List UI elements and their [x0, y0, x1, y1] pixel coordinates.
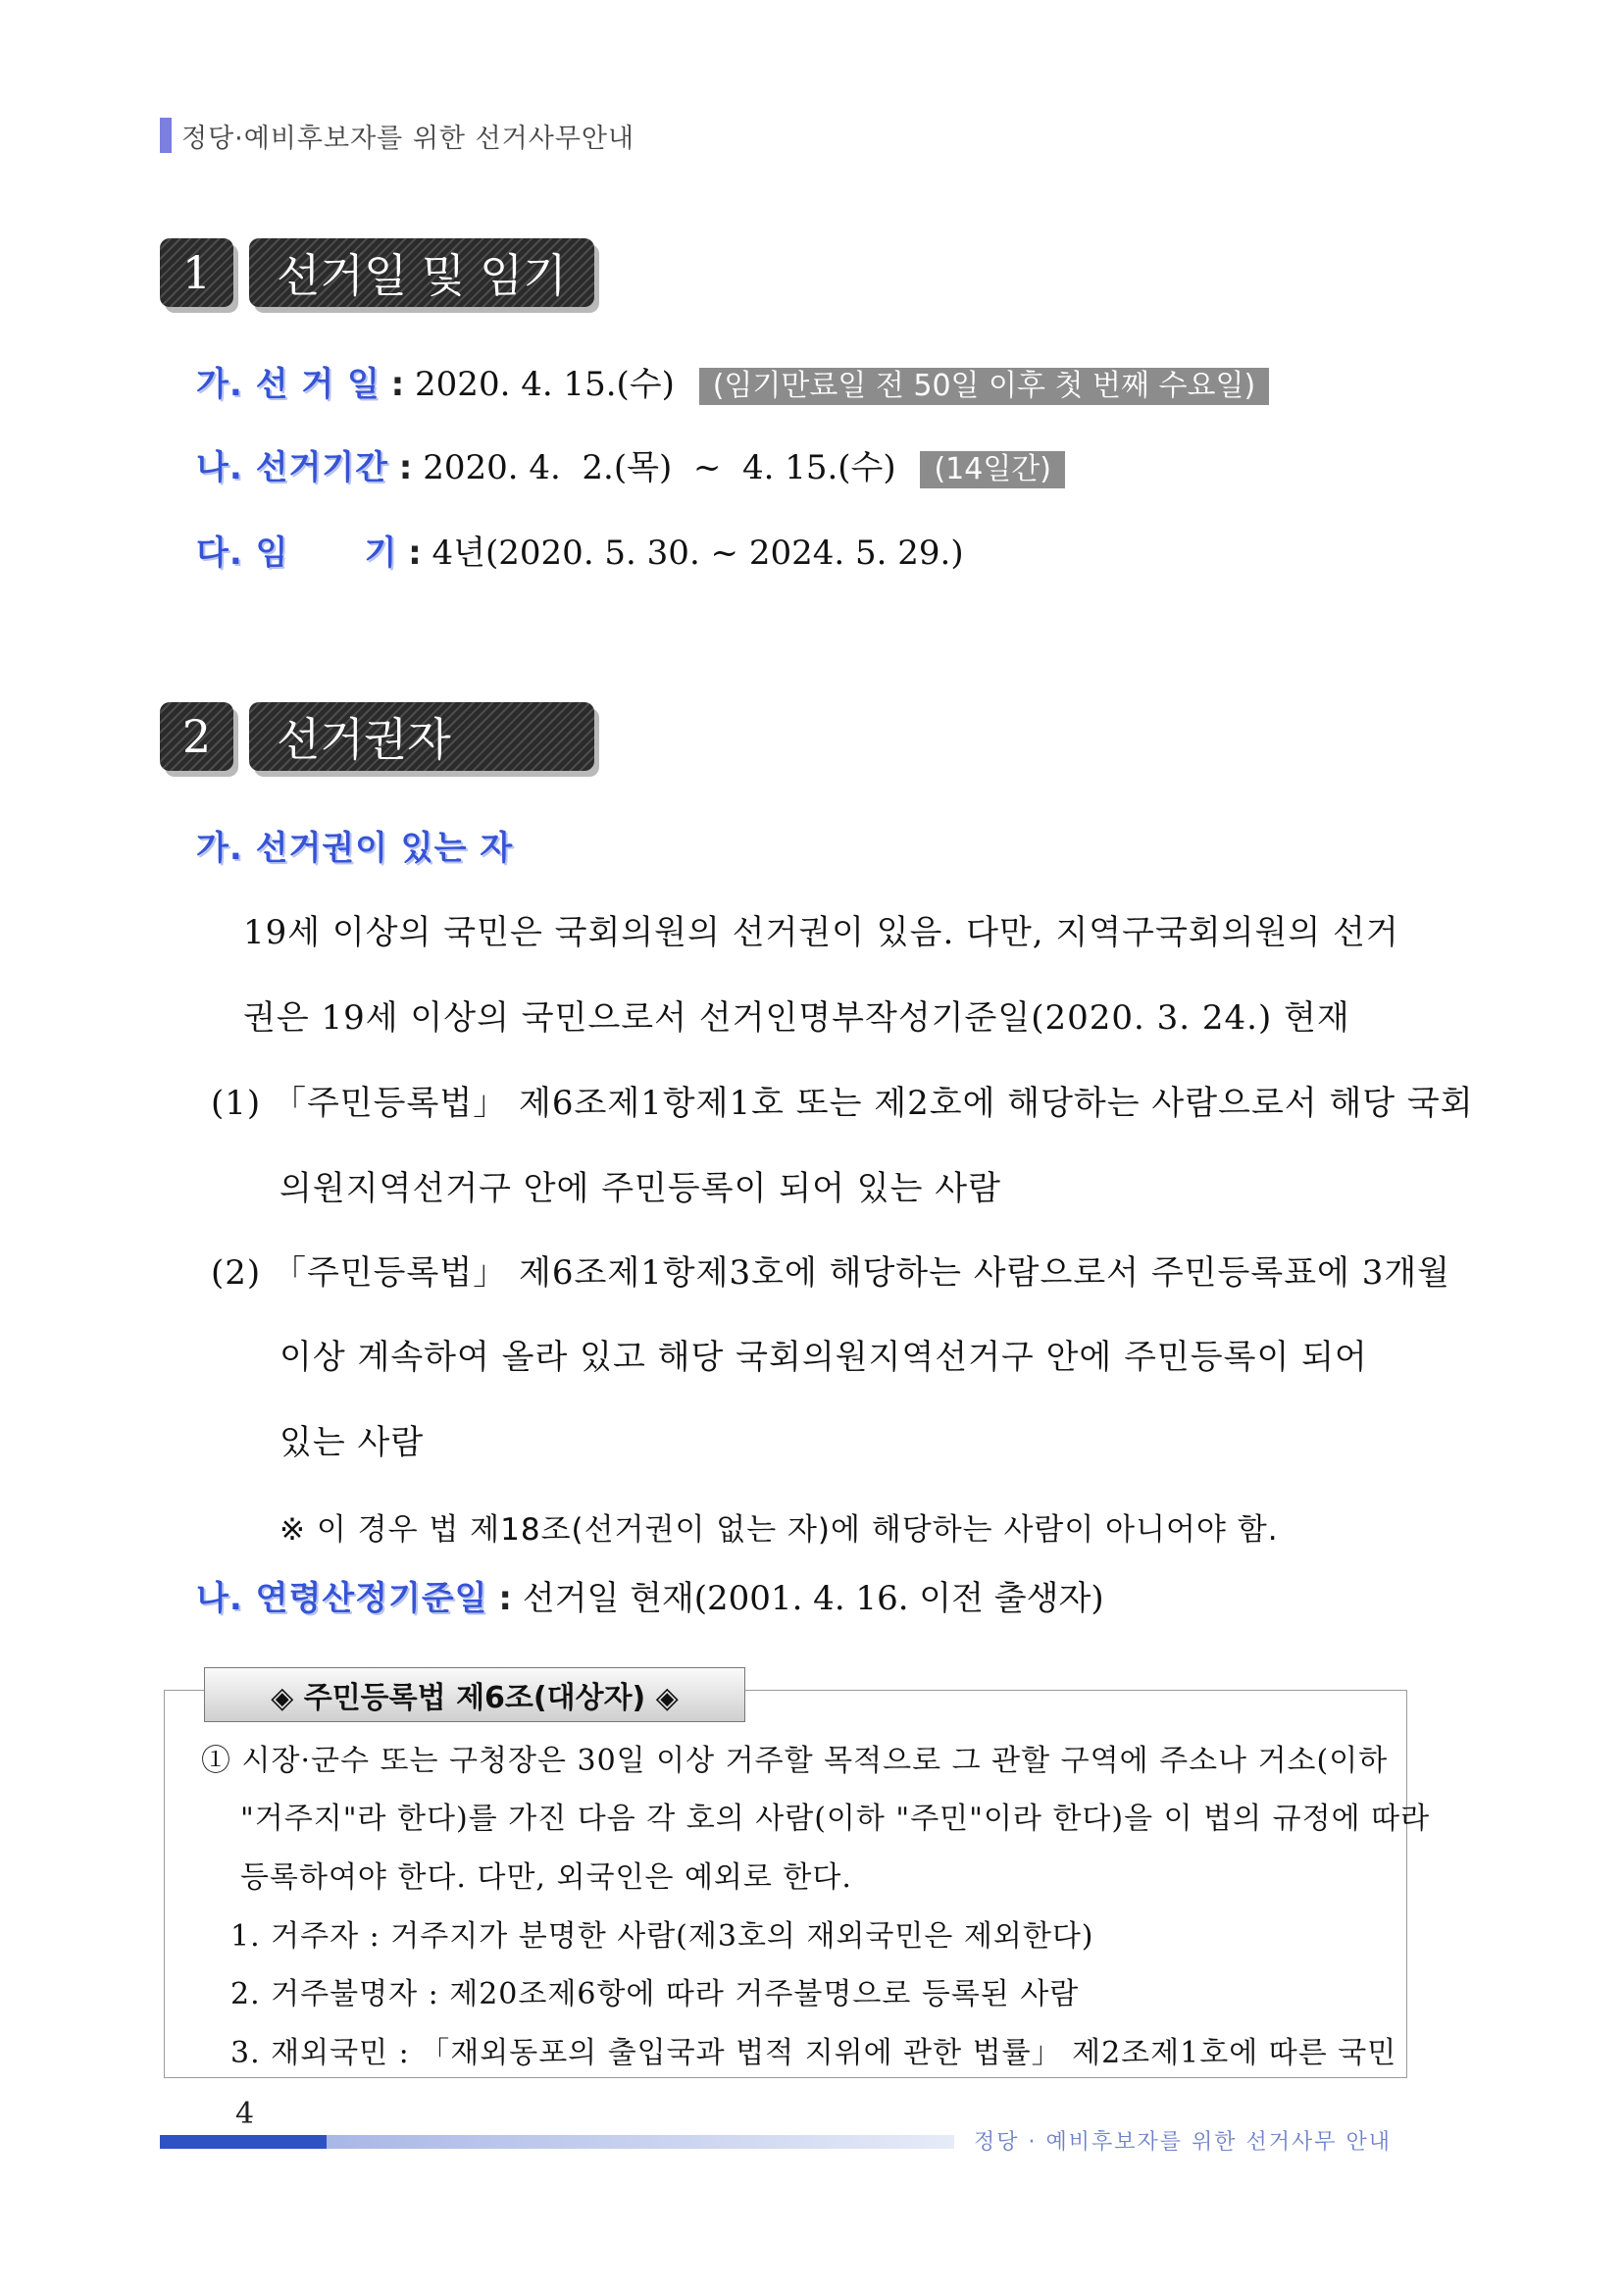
voters-subheading-label: 가. 선거권이 있는 자: [196, 829, 514, 868]
age-reference-label: 나. 연령산정기준일: [196, 1579, 488, 1618]
exclusion-note: ※ 이 경우 법 제18조(선거권이 없는 자)에 해당하는 사람이 아니어야 함.: [279, 1512, 1279, 1548]
voters-subheading: [196, 827, 513, 870]
item-1-line-1: (1) 「주민등록법」 제6조제1항제1호 또는 제2호에 해당하는 사람으로서 해당 국회: [211, 1084, 1474, 1123]
law-line-6: 3. 재외국민 : 「재외동포의 출입국과 법적 지위에 관한 법률」 제2조제1호에 따른 국민: [230, 2036, 1397, 2070]
age-reference-value: 선거일 현재(2001. 4. 16. 이전 출생자): [522, 1579, 1104, 1618]
footer-text: 정당 · 예비후보자를 위한 선거사무 안내: [974, 2130, 1392, 2155]
voters-para-line-2: 권은 19세 이상의 국민으로서 선거인명부작성기준일(2020. 3. 24.) 현재: [243, 998, 1350, 1038]
footer-gradient-bar: [327, 2135, 954, 2149]
election-day-colon: :: [390, 365, 405, 404]
term-label: 다. 임 기: [196, 534, 398, 573]
law-line-5: 2. 거주불명자 : 제20조제6항에 따라 거주불명으로 등록된 사람: [230, 1977, 1080, 2011]
law-line-4: 1. 거주자 : 거주지가 분명한 사람(제3호의 재외국민은 제외한다): [230, 1919, 1094, 1954]
election-period-label: 나. 선거기간: [196, 448, 388, 487]
election-period-line: [196, 446, 1065, 489]
section-2-number: 2: [160, 702, 233, 771]
item-2-line-3: 있는 사람: [279, 1423, 425, 1462]
law-line-1: ① 시장·군수 또는 구청장은 30일 이상 거주할 목적으로 그 관할 구역에 주소나 거소(이하: [201, 1744, 1389, 1778]
age-reference-line: [196, 1577, 1104, 1620]
header-accent-bar: [160, 118, 172, 153]
term-value: 4년(2020. 5. 30. ~ 2024. 5. 29.): [431, 534, 964, 573]
law-line-2: "거주지"라 한다)를 가진 다음 각 호의 사람(이하 "주민"이라 한다)을 이 법의 규정에 따라: [240, 1802, 1431, 1836]
term-colon: :: [408, 534, 422, 573]
election-day-line: [196, 363, 1269, 406]
item-2-line-2: 이상 계속하여 올라 있고 해당 국회의원지역선거구 안에 주민등록이 되어: [279, 1338, 1368, 1377]
section-1-title: 선거일 및 임기: [249, 238, 594, 307]
term-line: [196, 532, 964, 575]
item-1-line-2: 의원지역선거구 안에 주민등록이 되어 있는 사람: [279, 1169, 1001, 1208]
section-2-title: 선거권자: [249, 702, 594, 771]
election-day-label: 가. 선 거 일: [196, 365, 381, 404]
election-period-tag: (14일간): [920, 451, 1065, 488]
page-number: 4: [235, 2097, 255, 2131]
election-day-value: 2020. 4. 15.(수): [415, 365, 675, 404]
law-line-3: 등록하여야 한다. 다만, 외국인은 예외로 한다.: [240, 1860, 852, 1895]
law-box-title: ◈ 주민등록법 제6조(대상자) ◈: [204, 1667, 745, 1722]
item-2-line-1: (2) 「주민등록법」 제6조제1항제3호에 해당하는 사람으로서 주민등록표에 3개월: [211, 1253, 1451, 1293]
footer-accent-bar: [160, 2135, 327, 2149]
section-2-heading: [160, 702, 594, 779]
section-1-heading: [160, 238, 594, 315]
election-day-tag: (임기만료일 전 50일 이후 첫 번째 수요일): [699, 368, 1270, 405]
age-reference-colon: :: [498, 1579, 512, 1618]
section-1-number: 1: [160, 238, 233, 307]
election-period-value: 2020. 4. 2.(목) ~ 4. 15.(수): [423, 448, 896, 487]
election-period-colon: :: [398, 448, 413, 487]
running-header-text: 정당·예비후보자를 위한 선거사무안내: [181, 123, 635, 154]
running-header: [160, 118, 634, 153]
voters-para-line-1: 19세 이상의 국민은 국회의원의 선거권이 있음. 다만, 지역구국회의원의 선거: [243, 913, 1399, 952]
